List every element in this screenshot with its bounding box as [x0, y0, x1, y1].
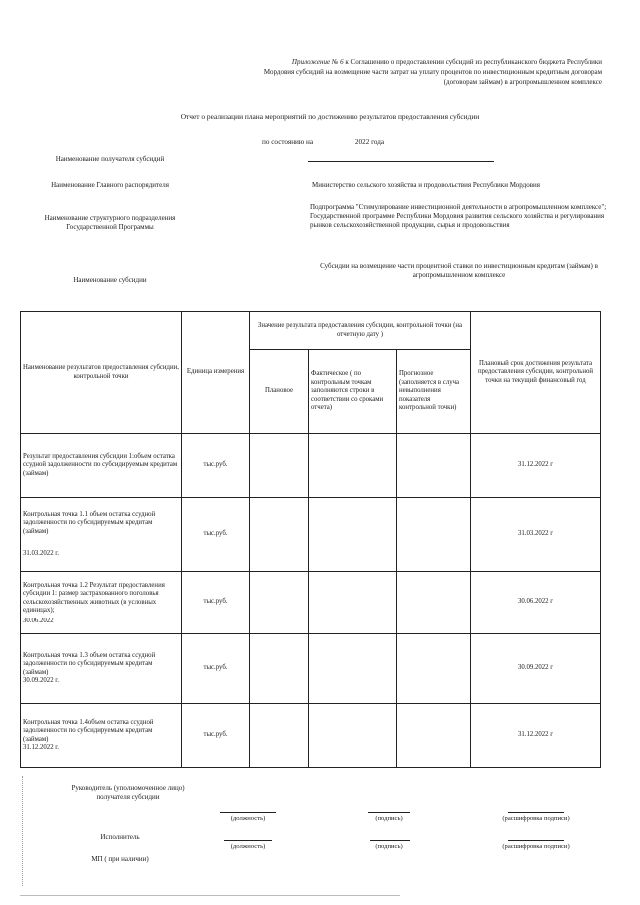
row-name-cell [21, 434, 182, 498]
division-program: Государственной программе Республики Мордовия развития сельского хозяйства и регулирования рынков сельскохозяйственной продукции, сырья и продовольствия [310, 212, 605, 229]
scan-edge-mark [22, 776, 25, 886]
row-forecast[interactable] [397, 572, 471, 634]
row-forecast[interactable] [397, 434, 471, 498]
table-row [21, 704, 601, 768]
stamp-label: МП ( при наличии) [91, 855, 149, 863]
row-date: 31.03.2022 г. [23, 549, 60, 557]
row-deadline: 30.06.2022 г [471, 572, 601, 634]
head-signature-caption: (подпись) [375, 815, 403, 822]
row-actual[interactable] [309, 704, 397, 768]
row-deadline: 31.12.2022 г [471, 704, 601, 768]
row-date: 30.06.2022 [23, 618, 54, 624]
head-label: Руководитель (уполномоченное лицо) получателя субсидии [71, 784, 185, 801]
row-forecast[interactable] [397, 704, 471, 768]
row-name: Результат предоставления субсидии 1:объем остатка ссудной задолженности по субсидируемым кредитам (займам) [23, 452, 178, 477]
row-unit: тыс.руб. [182, 498, 250, 572]
header-actual: Фактическое ( по контрольным точкам заполняются строки в соответствии со сроками отчета) [309, 350, 397, 434]
row-actual[interactable] [309, 572, 397, 634]
exec-decoding-caption: (расшифровка подписи) [502, 843, 570, 850]
row-name: Контрольная точка 1.4объем остатка ссудной задолженности по субсидируемым кредитам (займам) [23, 718, 154, 743]
as-of-date [262, 138, 384, 146]
row-forecast[interactable] [397, 498, 471, 572]
row-actual[interactable] [309, 498, 397, 572]
exec-position-caption: (должность) [230, 843, 266, 850]
header-unit: Единица измерения [182, 312, 250, 434]
manager-value: Министерство сельского хозяйства и продовольствия Республики Мордовия [312, 181, 540, 189]
row-planned[interactable] [250, 634, 309, 704]
row-deadline: 31.12.2022 г [471, 434, 601, 498]
appendix-lead: Приложение № 6 [291, 58, 344, 66]
page-bottom-edge [20, 895, 400, 896]
as-of-year: 2022 года [354, 138, 385, 146]
manager-label: Наименование Главного распорядителя [51, 181, 169, 189]
head-decoding-line[interactable] [508, 812, 564, 813]
recipient-line[interactable] [308, 161, 494, 162]
row-deadline: 31.03.2022 г [471, 498, 601, 572]
table-row [21, 572, 601, 634]
exec-signature-line[interactable] [370, 840, 410, 841]
row-planned[interactable] [250, 572, 309, 634]
header-planned: Плановое [250, 350, 309, 434]
appendix-text: к Соглашению о предоставлении субсидий из республиканского бюджета Республики Мордовия субсидий на возмещение части затрат на уплату процентов по инвестиционным кредитным договорам (договорам займам) в агропромышленном комплексе [263, 58, 602, 86]
row-name: Контрольная точка 1.3 объем остатка ссудной задолженности по субсидируемым кредитам (займам) [23, 651, 156, 676]
header-name: Наименование результатов предоставления субсидии, контрольной точки [21, 312, 182, 434]
row-unit: тыс.руб. [182, 634, 250, 704]
row-deadline: 30.09.2022 г [471, 634, 601, 704]
table-row [21, 634, 601, 704]
row-name: Контрольная точка 1.1 объем остатка ссудной задолженности по субсидируемым кредитам (займам) [23, 510, 156, 535]
row-name-cell [21, 498, 182, 572]
table-row [21, 498, 601, 572]
header-deadline: Плановый срок достижения результата предоставления субсидии, контрольной точки на текущий финансовый год [471, 312, 601, 434]
row-name: Контрольная точка 1.2 Результат предоставления субсидии 1: размер застрахованного поголовья сельскохозяйственных животных (в условных единицах); [23, 581, 165, 614]
header-forecast: Прогнозное (заполняется в случа невыполнения показателя контрольной точки) [397, 350, 471, 434]
row-planned[interactable] [250, 498, 309, 572]
row-name-cell [21, 634, 182, 704]
division-value [310, 203, 610, 230]
exec-signature-caption: (подпись) [375, 843, 403, 850]
row-planned[interactable] [250, 704, 309, 768]
table-row [21, 434, 601, 498]
subsidy-label: Наименование субсидии [73, 276, 147, 284]
division-label: Наименование структурного подразделения Государственной Программы [44, 214, 176, 231]
row-actual[interactable] [309, 634, 397, 704]
head-position-line[interactable] [220, 812, 276, 813]
row-unit: тыс.руб. [182, 434, 250, 498]
as-of-label: по состоянию на [262, 138, 314, 146]
head-signature-line[interactable] [368, 812, 410, 813]
row-planned[interactable] [250, 434, 309, 498]
exec-decoding-line[interactable] [508, 840, 564, 841]
recipient-label: Наименование получателя субсидий [55, 155, 165, 163]
head-decoding-caption: (расшифровка подписи) [502, 815, 570, 822]
subsidy-value: Субсидии на возмещение части процентной ставки по инвестиционным кредитам (займам) в агропромышленном комплексе [320, 262, 598, 279]
row-date: 31.12.2022 г. [23, 743, 60, 751]
division-subprogram: Подпрограмма "Стимулирование инвестиционной деятельности в агропромышленном комплексе"; [310, 203, 607, 211]
header-value-group: Значение результата предоставления субсидии, контрольной точки (на отчетную дату ) [250, 312, 471, 350]
row-forecast[interactable] [397, 634, 471, 704]
row-unit: тыс.руб. [182, 704, 250, 768]
row-date: 30.09.2022 г. [23, 676, 60, 684]
results-table [20, 311, 601, 768]
exec-position-line[interactable] [224, 840, 272, 841]
head-position-caption: (должность) [230, 815, 266, 822]
executor-label: Исполнитель [100, 833, 140, 841]
row-unit: тыс.руб. [182, 572, 250, 634]
row-name-cell [21, 572, 182, 634]
row-actual[interactable] [309, 434, 397, 498]
row-name-cell [21, 704, 182, 768]
appendix-note [262, 57, 602, 87]
report-title: Отчет о реализации плана мероприятий по достижению результатов предоставления субсидии [180, 112, 480, 121]
